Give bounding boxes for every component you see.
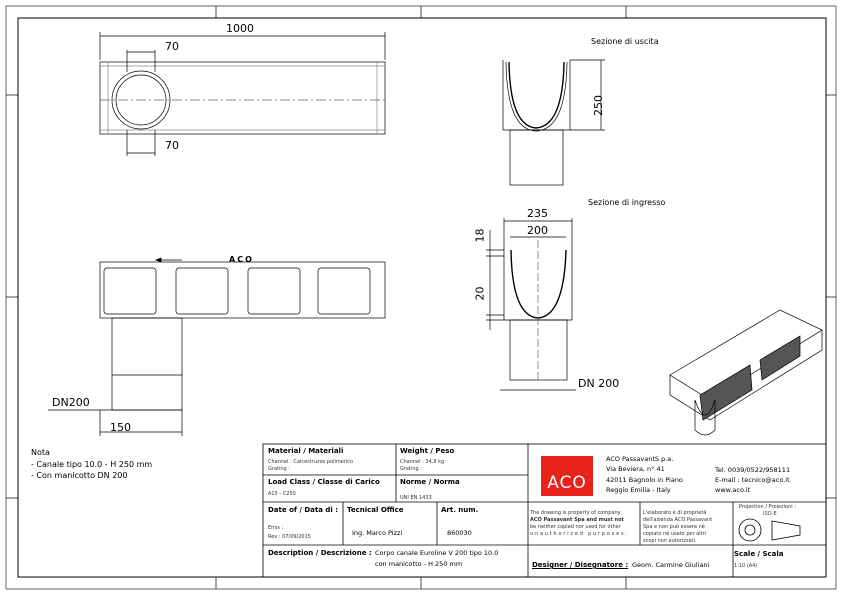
disclaimer-en-2: ACO Passavant Spa and must not (530, 517, 624, 523)
dim-70-bottom: 70 (165, 139, 179, 152)
dim-235: 235 (527, 207, 548, 220)
weight-grating: Grating : (400, 466, 422, 472)
load-class-value: A15 - C250 (268, 491, 296, 497)
top-view (100, 32, 385, 156)
office-value: Ing. Marco Pizzi (352, 529, 403, 537)
norme-label: Norme / Norma (400, 478, 460, 486)
designer-value: Geom. Carmine Giuliani (632, 561, 710, 569)
projection-label: Projection / Proiezioni : (739, 504, 796, 510)
disclaimer-it-5: scopi non autorizzati. (643, 538, 697, 544)
entry-section (486, 218, 576, 390)
note-line-1: - Canale tipo 10.0 - H 250 mm (31, 460, 153, 469)
aco-logo (541, 456, 593, 496)
projection-value: ISO-E (763, 511, 777, 517)
note-title: Nota (31, 448, 50, 457)
dim-20: 20 (473, 286, 487, 301)
disclaimer-en-1: The drawing is property of company (530, 510, 621, 516)
company-country: Reggio Emilia - Italy (606, 486, 671, 494)
company-email[interactable]: E-mail : tecnico@aco.it (715, 476, 790, 484)
front-view (48, 255, 385, 436)
art-num-label: Art. num. (441, 506, 479, 514)
sheet-frame (6, 6, 836, 589)
load-class-label: Load Class / Classe di Carico (268, 478, 380, 486)
disclaimer-it-2: dell'azienda ACO Passavant (643, 517, 713, 523)
entry-section-title: Sezione di ingresso (588, 198, 666, 207)
dim-dn200-front: DN200 (52, 396, 90, 409)
company-city: 42011 Bagnolo in Piano (606, 476, 683, 484)
material-channel: Channel : Calcestruzzo polimerico (268, 459, 354, 465)
date-label: Date of / Data di : (268, 506, 339, 514)
company-name: ACO PassavantS.p.a. (606, 455, 674, 463)
description-line-1: Corpo canale Euroline V 200 tipo 10.0 (375, 549, 499, 557)
exit-section-title: Sezione di uscita (591, 37, 659, 46)
date-emis: Emis : (268, 525, 284, 531)
dim-1000: 1000 (226, 22, 254, 35)
company-website[interactable]: www.aco.it (715, 486, 751, 494)
disclaimer-it-3: Spa e non può essere né (643, 524, 705, 530)
dim-70-top: 70 (165, 40, 179, 53)
dim-dn200-entry: DN 200 (578, 377, 620, 390)
material-grating: Grating : (268, 466, 290, 472)
dim-200: 200 (527, 224, 548, 237)
scale-label: Scale / Scala (734, 550, 784, 558)
scale-value: 1:10 (A4) (734, 563, 758, 569)
art-num-value: 860030 (447, 529, 472, 537)
front-aco-logo: ACO (229, 255, 254, 264)
disclaimer-it-4: copiato né usato per altri (643, 531, 707, 537)
isometric-view (670, 310, 822, 435)
disclaimer-it-1: L'elaborato è di proprietà (643, 510, 707, 516)
disclaimer-en-3: be neither copied nor used for other (530, 524, 621, 530)
office-label: Tecnical Office (347, 506, 404, 514)
weight-channel: Channel : 34.8 kg (400, 459, 445, 465)
norme-value: UNI EN 1433 (400, 495, 432, 501)
weight-label: Weight / Peso (400, 447, 455, 455)
description-label: Description / Descrizione : (268, 549, 372, 557)
note-line-2: - Con manicotto DN 200 (31, 471, 128, 480)
dim-150: 150 (110, 421, 131, 434)
exit-section (503, 60, 605, 185)
disclaimer-en-4: unauthorized purposes. (530, 531, 629, 537)
dim-18: 18 (473, 228, 487, 243)
dim-250: 250 (592, 95, 605, 116)
description-line-2: con manicotto - H 250 mm (375, 560, 463, 568)
company-address: Via Beviera, n° 41 (606, 465, 665, 473)
material-label: Material / Materiali (268, 447, 344, 455)
date-rev: Rev : 07/09/2015 (268, 534, 311, 540)
designer-label: Designer / Disegnatore : (532, 561, 629, 569)
company-tel: Tel. 0039/0522/958111 (715, 466, 791, 474)
aco-logo-text: ACO (547, 473, 587, 493)
